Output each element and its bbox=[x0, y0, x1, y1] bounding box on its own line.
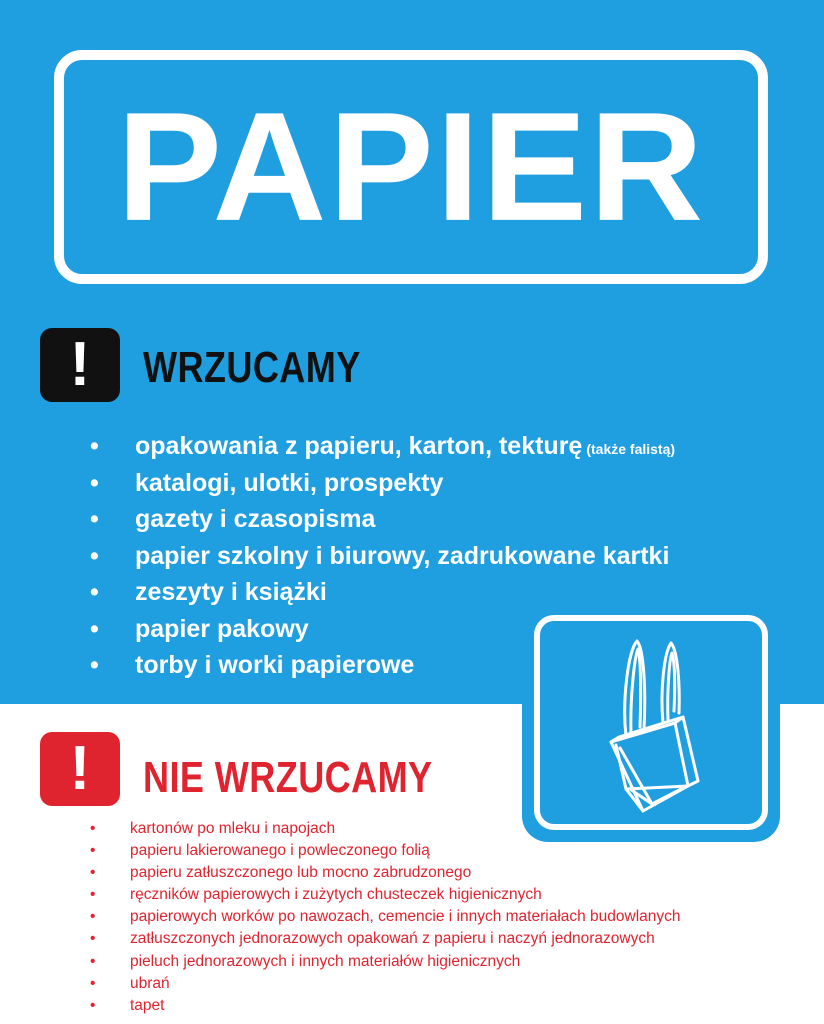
allowed-list-item bbox=[90, 538, 675, 575]
bullet-icon: • bbox=[90, 864, 96, 882]
forbidden-item-text: papierowych worków po nawozach, cemencie i innych materiałach budowlanych bbox=[130, 908, 681, 926]
forbidden-item-text: papieru lakierowanego i powleczonego folią bbox=[130, 842, 430, 860]
bullet-icon: • bbox=[90, 930, 96, 948]
forbidden-item-text: zatłuszczonych jednorazowych opakowań z papieru i naczyń jednorazowych bbox=[130, 930, 655, 948]
forbidden-list-item bbox=[90, 973, 681, 995]
bullet-icon: • bbox=[90, 952, 96, 970]
allowed-list-item bbox=[90, 501, 675, 538]
forbidden-item-text: papieru zatłuszczonego lub mocno zabrudzonego bbox=[130, 864, 472, 882]
allowed-item-text: katalogi, ulotki, prospekty bbox=[135, 468, 444, 497]
forbidden-item-text: ubrań bbox=[130, 974, 170, 992]
forbidden-list-item bbox=[90, 884, 681, 906]
forbidden-list-item bbox=[90, 906, 681, 928]
forbidden-item-text: ręczników papierowych i zużytych chusteczek higienicznych bbox=[130, 886, 542, 904]
allowed-item-note: (także falistą) bbox=[586, 441, 676, 457]
bullet-icon: • bbox=[90, 578, 99, 606]
exclamation-icon: ! bbox=[40, 732, 120, 806]
paper-bag-icon bbox=[540, 621, 762, 824]
forbidden-item-text: tapet bbox=[130, 996, 165, 1014]
paper-bag-pictogram bbox=[522, 603, 780, 842]
forbidden-item-text: pieluch jednorazowych i innych materiałów higienicznych bbox=[130, 952, 521, 970]
forbidden-list-item bbox=[90, 818, 681, 840]
forbidden-list-item bbox=[90, 840, 681, 862]
forbidden-list-item bbox=[90, 928, 681, 950]
forbidden-list-item bbox=[90, 995, 681, 1017]
page-title: PAPIER bbox=[116, 80, 706, 254]
bullet-icon: • bbox=[90, 908, 96, 926]
pictogram-frame bbox=[534, 615, 768, 830]
allowed-item-text: opakowania z papieru, karton, tekturę bbox=[135, 432, 583, 460]
allowed-list-item bbox=[90, 465, 675, 502]
allowed-item-text: zeszyty i książki bbox=[135, 578, 327, 606]
bullet-icon: • bbox=[90, 651, 99, 679]
allowed-item-text: papier szkolny i biurowy, zadrukowane kartki bbox=[135, 541, 670, 570]
forbidden-item-text: kartonów po mleku i napojach bbox=[130, 820, 336, 837]
allowed-item-text: papier pakowy bbox=[135, 614, 309, 643]
bullet-icon: • bbox=[90, 541, 99, 570]
bullet-icon: • bbox=[90, 842, 96, 860]
forbidden-list-item bbox=[90, 951, 681, 973]
bullet-icon: • bbox=[90, 505, 99, 533]
forbidden-list-item bbox=[90, 862, 681, 884]
allowed-list-item bbox=[90, 428, 675, 465]
bullet-icon: • bbox=[90, 974, 96, 992]
forbidden-heading: NIE WRZUCAMY bbox=[143, 753, 433, 802]
forbidden-list bbox=[90, 818, 681, 1017]
bullet-icon: • bbox=[90, 996, 96, 1014]
bullet-icon: • bbox=[90, 614, 99, 643]
bullet-icon: • bbox=[90, 468, 99, 497]
allowed-item-text: torby i worki papierowe bbox=[135, 651, 415, 679]
bullet-icon: • bbox=[90, 886, 96, 904]
bullet-icon: • bbox=[90, 432, 99, 460]
exclamation-icon: ! bbox=[40, 328, 120, 402]
allowed-item-text: gazety i czasopisma bbox=[135, 505, 376, 533]
allowed-heading: WRZUCAMY bbox=[143, 343, 361, 392]
title-frame bbox=[54, 50, 768, 284]
bullet-icon: • bbox=[90, 820, 96, 837]
